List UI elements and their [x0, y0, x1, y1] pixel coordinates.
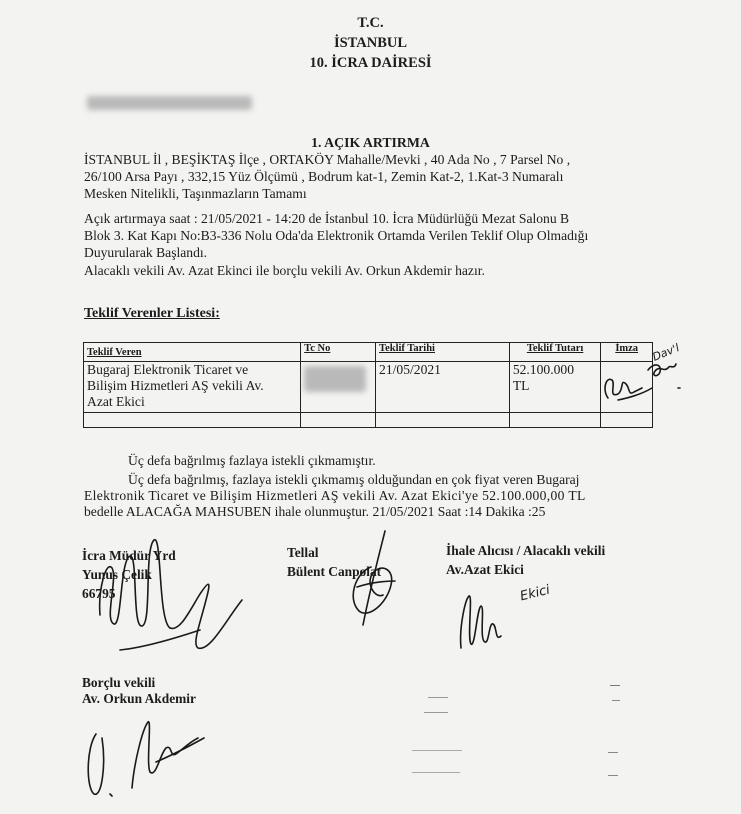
- crier-title: Tellal: [287, 545, 319, 560]
- result-para-2-line-1: Üç defa bağrılmış, fazlaya istekli çıkmamış olduğundan en çok fiyat veren Bugaraj: [128, 472, 580, 487]
- debtor-name: Av. Orkun Akdemir: [82, 691, 196, 706]
- col-header-date: Teklif Tarihi: [379, 343, 435, 354]
- clerk-title: İcra Müdür Yrd: [82, 548, 176, 563]
- buyer-name: Av.Azat Ekici: [446, 562, 524, 577]
- auction-title: 1. AÇIK ARTIRMA: [311, 135, 430, 150]
- result-para-2-line-2: Elektronik Ticaret ve Bilişim Hizmetleri AŞ vekili Av. Azat Ekici'ye 52.100.000,00 TL: [84, 488, 586, 503]
- bidder-name-line: Azat Ekici: [87, 394, 145, 409]
- debtor-title: Borçlu vekili: [82, 675, 156, 690]
- bid-currency: TL: [512, 378, 530, 393]
- header-city: İSTANBUL: [333, 35, 408, 51]
- debtor-signature: [80, 708, 220, 808]
- desc-line-5: Blok 3. Kat Kapı No:B3-336 Nolu Oda'da Elektronik Ortamda Verilen Teklif Olup Olmadığı: [84, 228, 589, 243]
- col-header-bidder: Teklif Veren: [87, 347, 142, 358]
- header-office: 10. İCRA DAİRESİ: [309, 55, 432, 71]
- bidder-handwriting: Dav'l: [650, 341, 682, 364]
- table-row: [84, 362, 653, 413]
- table-header-row: [84, 343, 653, 362]
- clerk-id: 66795: [82, 586, 116, 601]
- stray-mark: [608, 775, 618, 776]
- clerk-signature: [80, 520, 260, 680]
- stray-mark: [412, 750, 462, 751]
- header-tc: T.C.: [357, 15, 384, 31]
- desc-line-1: İSTANBUL İl , BEŞİKTAŞ İlçe , ORTAKÖY Mahalle/Mevki , 40 Ada No , 7 Parsel No ,: [84, 152, 571, 167]
- col-header-amount: Teklif Tutarı: [526, 343, 584, 354]
- desc-line-2: 26/100 Arsa Payı , 332,15 Yüz Ölçümü , Bodrum kat-1, Zemin Kat-2, 1.Kat-3 Numaralı: [84, 169, 564, 184]
- bidders-table: [83, 342, 653, 428]
- buyer-handwriting: Ekici: [518, 582, 552, 605]
- stray-mark: [424, 712, 448, 713]
- result-para-2-line-3: bedelle ALACAĞA MAHSUBEN ihale olunmuştur. 21/05/2021 Saat :14 Dakika :25: [84, 504, 546, 519]
- buyer-title: İhale Alıcısı / Alacaklı vekili: [446, 543, 606, 558]
- bidders-heading: Teklif Verenler Listesi:: [84, 306, 220, 321]
- stray-mark: [412, 772, 460, 773]
- desc-line-4: Açık artırmaya saat : 21/05/2021 - 14:20 de İstanbul 10. İcra Müdürlüğü Mezat Salonu B: [84, 211, 570, 226]
- table-row: [84, 413, 653, 428]
- desc-line-7: Alacaklı vekili Av. Azat Ekinci ile borçlu vekili Av. Orkun Akdemir hazır.: [84, 263, 485, 278]
- file-number-redacted: [87, 96, 252, 110]
- tc-number-redacted: [304, 366, 366, 392]
- col-header-signature: İmza: [615, 343, 639, 354]
- bid-date: 21/05/2021: [379, 362, 441, 377]
- stray-mark: [608, 752, 618, 753]
- buyer-signature: [455, 578, 575, 658]
- bid-amount: 52.100.000: [512, 362, 574, 377]
- desc-line-6: Duyurularak Başlandı.: [84, 245, 208, 260]
- stray-mark: [612, 700, 620, 701]
- stray-mark: [428, 697, 448, 698]
- desc-line-3: Mesken Nitelikli, Taşınmazların Tamamı: [84, 186, 307, 201]
- result-para-1: Üç defa bağrılmış fazlaya istekli çıkmamıştır.: [128, 453, 376, 468]
- col-header-tc: Tc No: [304, 343, 331, 354]
- clerk-name: Yunus Çelik: [82, 567, 152, 582]
- crier-signature: [335, 525, 415, 635]
- stray-mark: [610, 685, 620, 686]
- bidder-signature: [598, 348, 698, 413]
- bidder-name-line: Bilişim Hizmetleri AŞ vekili Av.: [87, 378, 264, 393]
- bidder-name-line: Bugaraj Elektronik Ticaret ve: [87, 362, 249, 377]
- crier-name: Bülent Canpolat: [287, 564, 382, 579]
